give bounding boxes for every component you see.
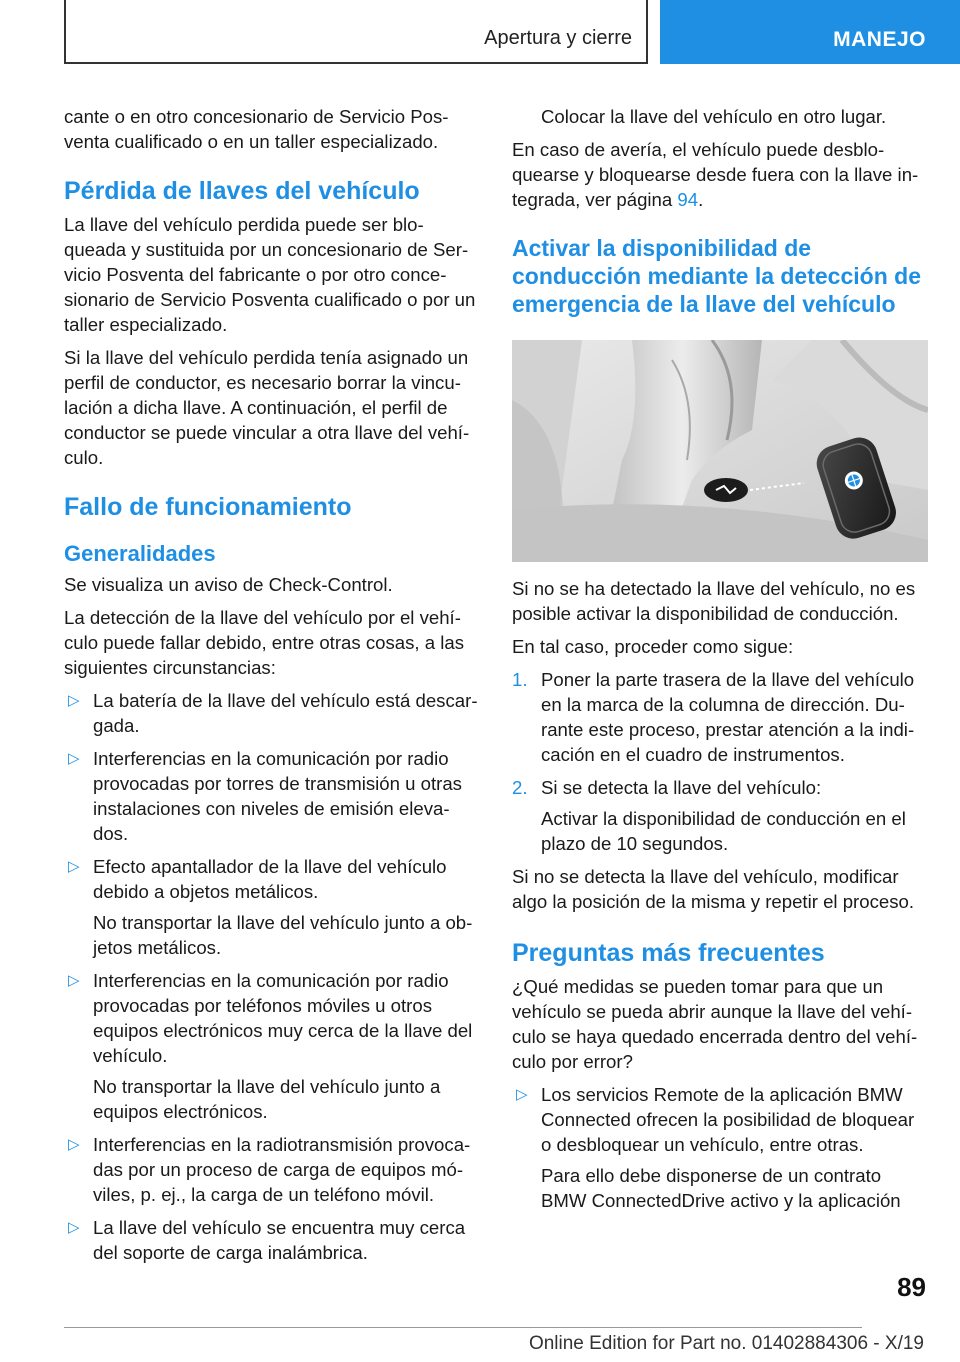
paragraph: En tal caso, proceder como sigue: [512,636,794,657]
list-item [64,746,478,846]
heading-malfunction: Fallo de funcionamiento [64,493,352,521]
list-item [64,968,478,1124]
paragraph [512,137,928,212]
paragraph: La detección de la llave del vehículo por el vehículo puede fallar debido, entre otras cosas, a las siguientes circunstancias: [64,607,465,678]
list-item-note: Para ello debe disponerse de un contrato BMW ConnectedDrive activo y la aplicación [541,1165,901,1211]
paragraph: Si no se ha detectado la llave del vehículo, no es posible activar la disponibilidad de conducción. [512,578,916,624]
heading-faq: Preguntas más frecuentes [512,939,825,967]
faq-list [512,1082,928,1213]
triangle-bullet-icon: ▷ [516,1086,528,1103]
list-item-note: No transportar la llave del vehículo junto a objetos metálicos. [93,912,473,958]
header-chapter-title: MANEJO [833,28,926,51]
footer-divider [64,1327,862,1328]
circumstances-list [64,688,478,1265]
heading-general: Generalidades [64,541,216,566]
right-column [512,104,928,1221]
header-chapter-tab [660,0,960,64]
list-item [512,1082,928,1213]
page-reference-link[interactable]: 94 [677,189,699,210]
triangle-bullet-icon: ▷ [68,750,80,767]
list-item-text: Interferencias en la comunicación por radio provocadas por teléfonos móviles u otros equipos electrónicos muy cerca de la llave del vehículo. [93,970,473,1066]
step-note: Activar la disponibilidad de conducción en el plazo de 10 segundos. [541,808,906,854]
steering-column-key-image [512,340,928,562]
paragraph: Si no se detecta la llave del vehículo, modificar algo la posición de la misma y repetir el proceso. [512,866,915,912]
page-number: 89 [897,1272,926,1302]
paragraph: ¿Qué medidas se pueden tomar para que un vehículo se pueda abrir aunque la llave del vehículo se haya quedado encerrada dentro del vehículo por error? [512,976,918,1072]
step-number: 1. [512,669,528,690]
steps-list [512,667,928,856]
list-item [64,854,478,960]
triangle-bullet-icon: ▷ [68,692,80,709]
footer-edition: Online Edition for Part no. 01402884306 - X/19 [528,1333,924,1354]
steering-column-key-illustration [512,340,928,562]
step-item [512,775,928,856]
paragraph-text: . [698,189,704,210]
list-item-text: Interferencias en la radiotransmisión provocadas por un proceso de carga de equipos móviles, p. ej., la carga de un teléfono móvil. [93,1134,471,1205]
heading-key-loss: Pérdida de llaves del vehículo [64,177,420,205]
step-item [512,667,928,767]
step-text: Si se detecta la llave del vehículo: [541,777,822,798]
list-item [64,1215,478,1265]
step-number: 2. [512,777,528,798]
list-item [64,688,478,738]
paragraph: La llave del vehículo perdida puede ser bloqueada y sustituida por un concesionario de Servicio Posventa del fabricante o por otro concesionario de Servicio Posventa cualificado o por un taller especializado. [64,214,476,335]
list-item-text: La llave del vehículo se encuentra muy cerca del soporte de carga inalámbrica. [93,1217,466,1263]
paragraph-text: En caso de avería, el vehículo puede desbloquearse y bloquearse desde fuera con la llave integrada, ver página [512,139,919,210]
list-item-text: Efecto apantallador de la llave del vehículo debido a objetos metálicos. [93,856,447,902]
paragraph: Si la llave del vehículo perdida tenía asignado un perfil de conductor, es necesario borrar la vinculación a dicha llave. A continuación, el perfil de conductor se puede vincular a otra llave del vehículo. [64,347,470,468]
step-text: Poner la parte trasera de la llave del vehículo en la marca de la columna de dirección. Durante este proceso, prestar atención a la indicación en el cuadro de instrumentos. [541,669,915,765]
triangle-bullet-icon: ▷ [68,1219,80,1236]
paragraph: Se visualiza un aviso de Check-Control. [64,574,393,595]
list-item-text: La batería de la llave del vehículo está descargada. [93,690,478,736]
heading-emergency-detection: Activar la disponibilidad de conducción mediante la detección de emergencia de la llave del vehículo [512,235,921,317]
triangle-bullet-icon: ▷ [68,972,80,989]
header-section-box [64,0,648,64]
list-item [64,1132,478,1207]
paragraph: Colocar la llave del vehículo en otro lugar. [541,106,887,127]
left-column [64,104,478,1273]
list-item-text: Interferencias en la comunicación por radio provocadas por torres de transmisión u otras instalaciones con niveles de emisión elevados. [93,748,462,844]
paragraph: cante o en otro concesionario de Servicio Posventa cualificado o en un taller especializado. [64,106,449,152]
list-item-text: Los servicios Remote de la aplicación BMW Connected ofrecen la posibilidad de bloquear o desbloquear un vehículo, entre otras. [541,1084,915,1155]
list-item-note: No transportar la llave del vehículo junto a equipos electrónicos. [93,1076,441,1122]
triangle-bullet-icon: ▷ [68,858,80,875]
header-section-title: Apertura y cierre [484,27,632,49]
triangle-bullet-icon: ▷ [68,1136,80,1153]
